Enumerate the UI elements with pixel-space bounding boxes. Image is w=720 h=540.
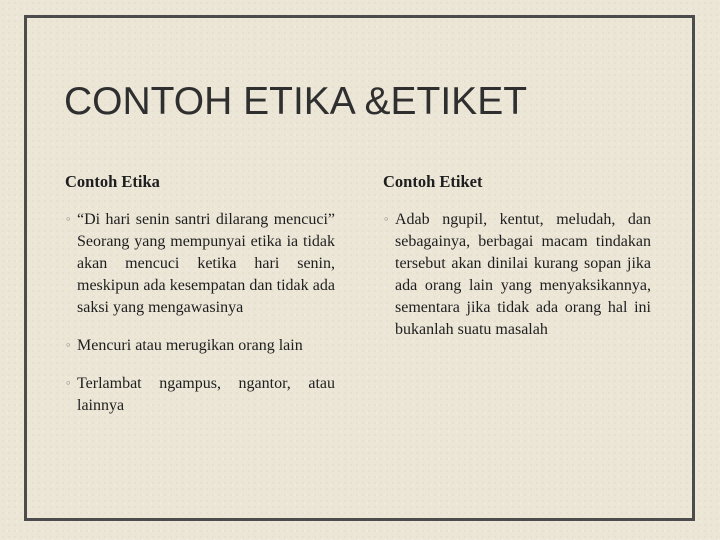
bullet-list-etiket [383,209,651,341]
column-etiket [383,171,651,357]
list-item-text: Mencuri atau merugikan orang lain [77,337,303,354]
column-heading-etiket: Contoh Etiket [383,172,483,191]
list-item [65,335,335,357]
list-item [383,209,651,341]
slide-title: CONTOH ETIKA &ETIKET [64,80,528,123]
bullet-icon: ◦ [383,213,390,226]
column-heading-etika: Contoh Etika [65,172,160,191]
list-item-text: Adab ngupil, kentut, meludah, dan sebagainya, berbagai macam tindakan tersebut akan dinilai kurang sopan jika ada orang lain yang menyaksikannya, sementara jika tidak ada orang hal ini bukanlah suatu masalah [395,211,651,338]
list-item-text: “Di hari senin santri dilarang mencuci” Seorang yang mempunyai etika ia tidak akan mencuci ketika hari senin, meskipun ada kesempatan dan tidak ada saksi yang mengawasinya [77,211,335,316]
bullet-icon: ◦ [65,213,72,226]
list-item [65,373,335,417]
bullet-icon: ◦ [65,339,72,352]
list-item-text: Terlambat ngampus, ngantor, atau lainnya [77,375,335,414]
list-item [65,209,335,319]
bullet-icon: ◦ [65,377,72,390]
bullet-list-etika [65,209,335,417]
column-etika [65,171,335,433]
